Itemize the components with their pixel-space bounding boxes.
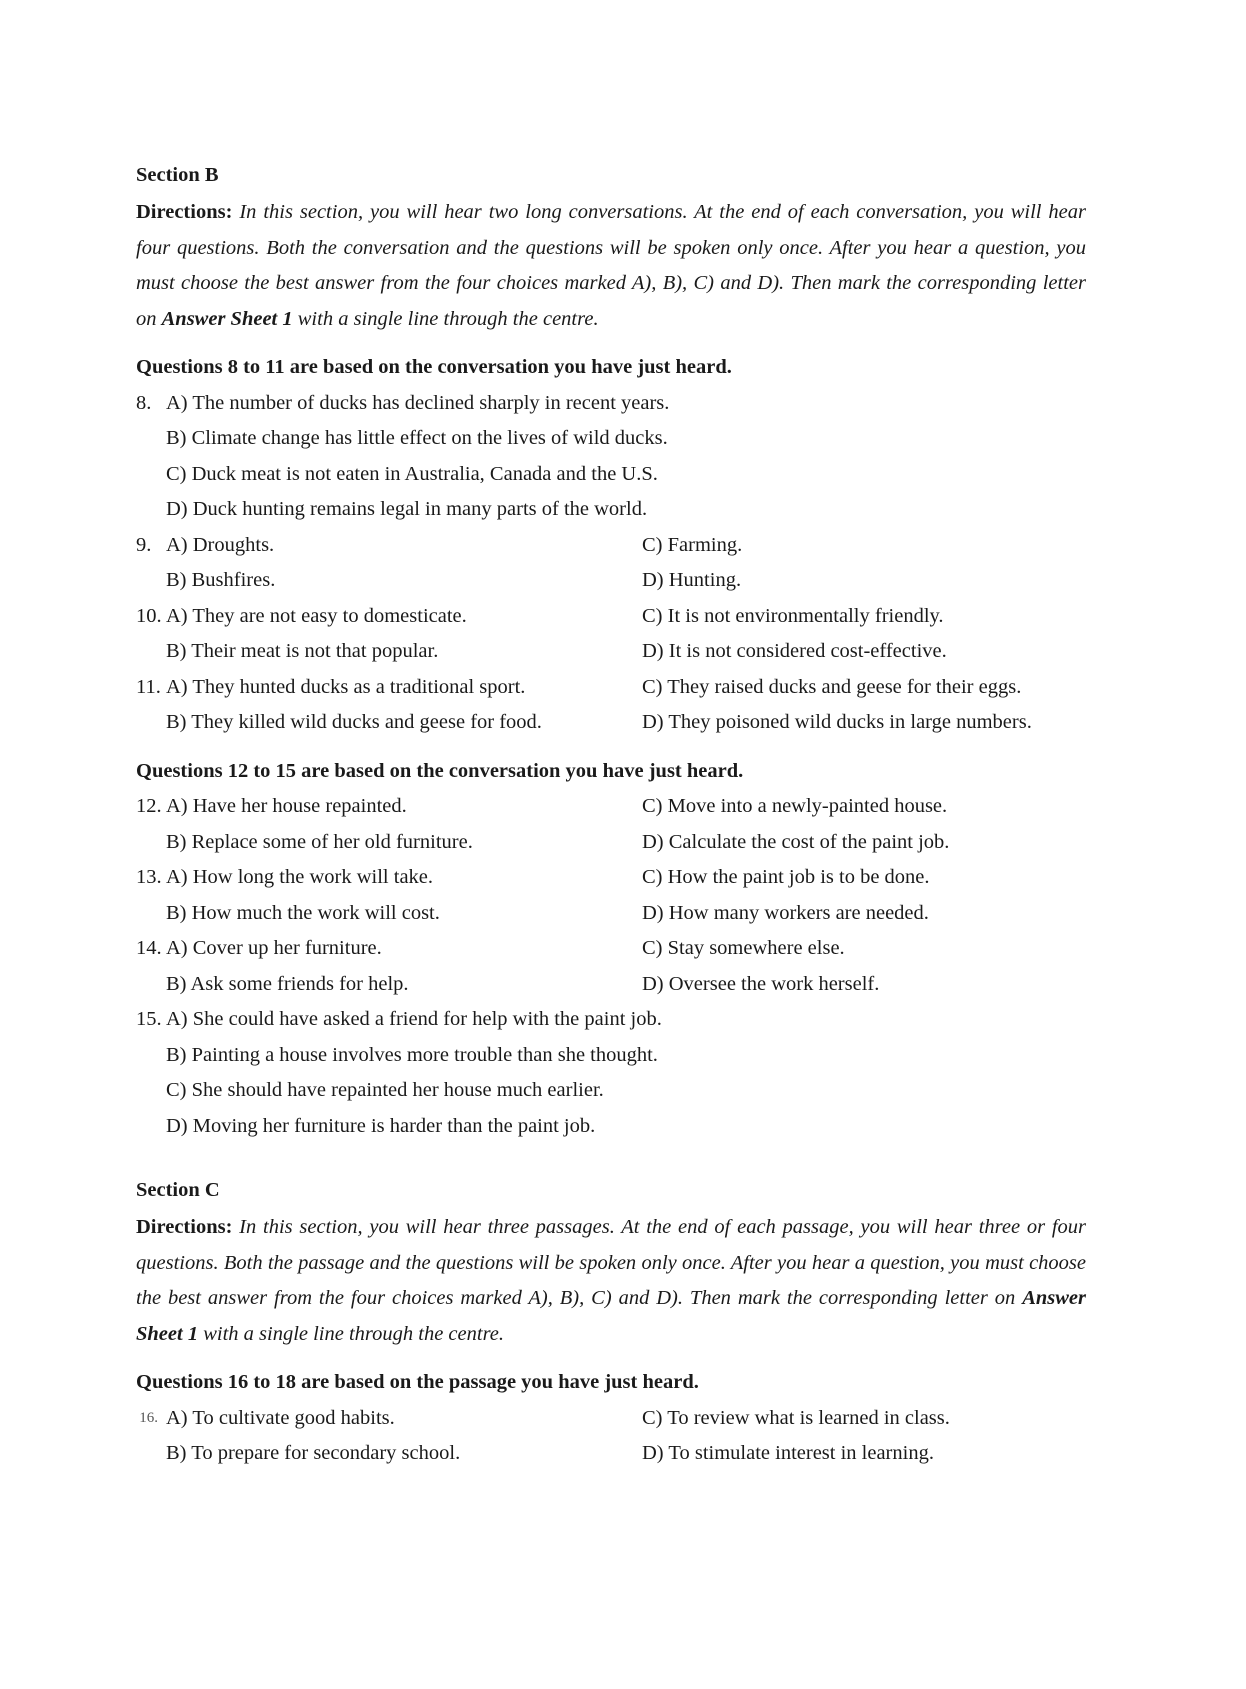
option-a: A) They are not easy to domesticate. xyxy=(166,604,467,627)
question-number: 11. xyxy=(136,675,161,698)
answer-sheet-ref: Answer Sheet 1 xyxy=(161,307,293,330)
option-c: C) They raised ducks and geese for their eggs. xyxy=(642,675,1022,698)
indent xyxy=(136,1109,166,1145)
question-15-row-c xyxy=(136,1073,1086,1109)
question-8-row-c xyxy=(136,457,1086,493)
exam-page xyxy=(136,162,1086,1472)
question-12-row-2 xyxy=(136,825,1086,861)
answer-sheet-ref: Answer Sheet 1 xyxy=(136,1287,1086,1345)
question-16 xyxy=(136,1401,1086,1437)
indent xyxy=(136,421,166,457)
option-d: D) Duck hunting remains legal in many parts of the world. xyxy=(166,498,648,520)
question-13-row-2 xyxy=(136,896,1086,932)
question-15-row-b xyxy=(136,1038,1086,1074)
question-group-header: Questions 12 to 15 are based on the conversation you have just heard. xyxy=(136,759,744,782)
indent xyxy=(136,896,166,932)
option-a: A) How long the work will take. xyxy=(166,866,434,888)
option-d: D) It is not considered cost-effective. xyxy=(642,640,947,662)
question-number: 13. xyxy=(136,866,162,888)
question-11-row-2 xyxy=(136,705,1086,741)
option-b: B) Ask some friends for help. xyxy=(166,972,409,995)
option-a: A) Have her house repainted. xyxy=(166,795,407,817)
option-b: B) How much the work will cost. xyxy=(166,901,440,924)
indent xyxy=(136,1073,166,1109)
directions-label: Directions: xyxy=(136,1216,233,1238)
option-d: D) Moving her furniture is harder than the paint job. xyxy=(166,1114,596,1137)
option-d: D) They poisoned wild ducks in large numbers. xyxy=(642,711,1032,733)
question-group-header: Questions 16 to 18 are based on the passage you have just heard. xyxy=(136,1371,699,1393)
option-b: B) Replace some of her old furniture. xyxy=(166,830,473,853)
option-c: C) She should have repainted her house much earlier. xyxy=(166,1079,604,1101)
option-a: A) She could have asked a friend for help with the paint job. xyxy=(166,1008,662,1030)
indent xyxy=(136,1436,166,1472)
option-c: C) How the paint job is to be done. xyxy=(642,866,930,888)
option-b: B) They killed wild ducks and geese for food. xyxy=(166,711,542,733)
indent xyxy=(136,492,166,528)
option-b: B) To prepare for secondary school. xyxy=(166,1442,461,1464)
option-b: B) Their meat is not that popular. xyxy=(166,640,439,662)
option-b: B) Painting a house involves more trouble than she thought. xyxy=(166,1043,658,1066)
question-9 xyxy=(136,528,1086,564)
question-number: 16. xyxy=(139,1409,158,1426)
question-15-row-d xyxy=(136,1109,1086,1145)
question-number: 9. xyxy=(136,533,152,556)
option-d: D) To stimulate interest in learning. xyxy=(642,1442,934,1464)
option-c: C) Move into a newly-painted house. xyxy=(642,795,948,817)
option-c: C) Farming. xyxy=(642,533,743,556)
question-number: 8. xyxy=(136,391,152,414)
directions-text-end: with a single line through the centre. xyxy=(297,307,599,330)
option-c: C) Stay somewhere else. xyxy=(642,937,845,959)
section-c-title: Section C xyxy=(136,1179,220,1201)
directions-text: In this section, you will hear two long conversations. At the end of each conversation, you will hear four questions. Both the conversation and the questions will be spoken only once. After you hear a question, you must choose the best answer from the four choices marked A), B), C) and D). Then mark the corresponding letter on xyxy=(136,201,1087,330)
section-spacer xyxy=(136,1144,1086,1177)
section-b-title: Section B xyxy=(136,164,219,186)
indent xyxy=(136,634,166,670)
option-a: A) They hunted ducks as a traditional sport. xyxy=(166,675,526,698)
section-b-directions xyxy=(136,195,1086,337)
question-11 xyxy=(136,670,1086,706)
option-c: C) It is not environmentally friendly. xyxy=(642,604,944,627)
indent xyxy=(136,967,166,1003)
option-a: A) Cover up her furniture. xyxy=(166,937,382,959)
question-13 xyxy=(136,860,1086,896)
directions-label: Directions: xyxy=(136,201,233,223)
question-10 xyxy=(136,599,1086,635)
directions-text-end: with a single line through the centre. xyxy=(203,1322,505,1345)
indent xyxy=(136,705,166,741)
indent xyxy=(136,1038,166,1074)
question-number: 15. xyxy=(136,1008,162,1030)
question-15 xyxy=(136,1002,1086,1038)
indent xyxy=(136,563,166,599)
option-d: D) Calculate the cost of the paint job. xyxy=(642,830,950,853)
question-8-row-b xyxy=(136,421,1086,457)
option-d: D) Hunting. xyxy=(642,569,742,591)
option-d: D) How many workers are needed. xyxy=(642,901,929,924)
question-number: 10. xyxy=(136,604,162,627)
question-number: 14. xyxy=(136,937,162,959)
question-14-row-2 xyxy=(136,967,1086,1003)
question-8-row-d xyxy=(136,492,1086,528)
option-b: B) Climate change has little effect on the lives of wild ducks. xyxy=(166,427,668,449)
question-14 xyxy=(136,931,1086,967)
question-10-row-2 xyxy=(136,634,1086,670)
option-a: A) The number of ducks has declined sharply in recent years. xyxy=(166,391,670,414)
question-8 xyxy=(136,386,1086,422)
question-group-header: Questions 8 to 11 are based on the conversation you have just heard. xyxy=(136,356,732,378)
indent xyxy=(136,825,166,861)
option-c: C) To review what is learned in class. xyxy=(642,1406,950,1429)
option-a: A) Droughts. xyxy=(166,533,275,556)
option-c: C) Duck meat is not eaten in Australia, Canada and the U.S. xyxy=(166,462,658,485)
question-16-row-2 xyxy=(136,1436,1086,1472)
option-b: B) Bushfires. xyxy=(166,569,276,591)
question-12 xyxy=(136,789,1086,825)
directions-text: In this section, you will hear three passages. At the end of each passage, you will hear three or four questions. Both the passage and the questions will be spoken only once. After you hear a question, you must choose the best answer from the four choices marked A), B), C) and D). Then mark the corresponding letter on xyxy=(136,1216,1086,1309)
option-a: A) To cultivate good habits. xyxy=(166,1406,395,1429)
section-c-directions xyxy=(136,1210,1086,1352)
option-d: D) Oversee the work herself. xyxy=(642,972,880,995)
indent xyxy=(136,457,166,493)
question-9-row-2 xyxy=(136,563,1086,599)
question-number: 12. xyxy=(136,795,162,817)
